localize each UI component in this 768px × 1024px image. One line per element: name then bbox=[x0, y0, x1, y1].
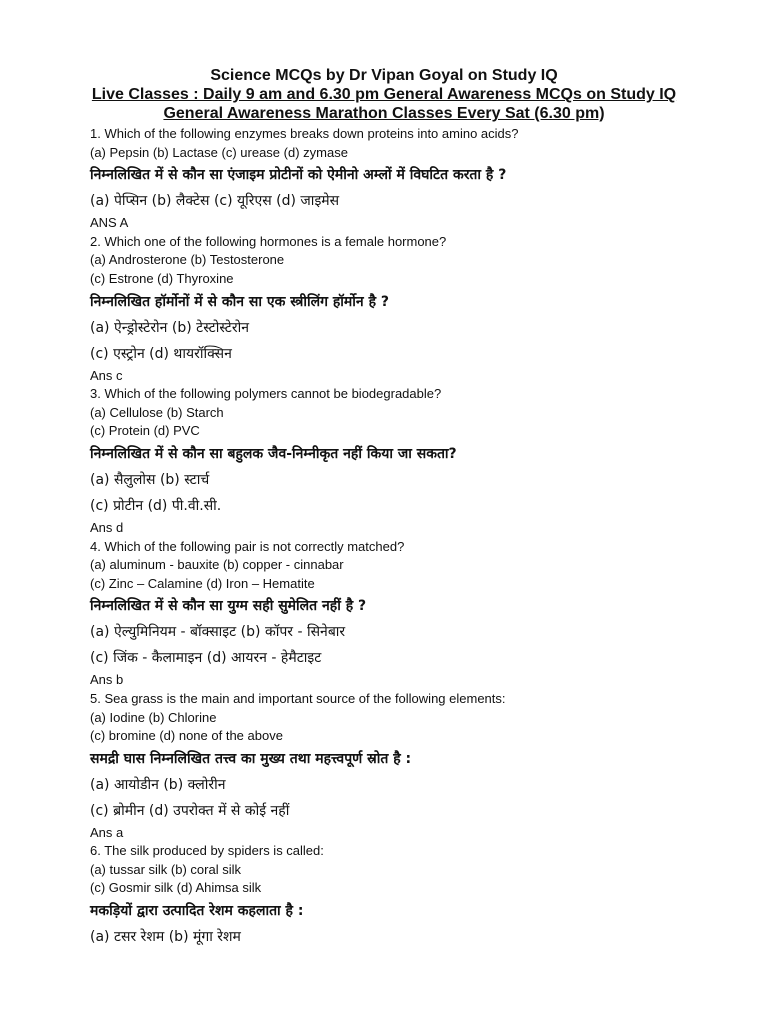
question-hi: निम्नलिखित में से कौन सा एंजाइम प्रोटीनों को ऐमीनो अम्लों में विघटित करता है ? bbox=[90, 167, 507, 184]
options-en: (a) Pepsin (b) Lactase (c) urease (d) zymase bbox=[90, 144, 348, 160]
header-title: Science MCQs by Dr Vipan Goyal on Study IQ bbox=[210, 67, 558, 84]
options-hi: (a) सैलुलोस (b) स्टार्च bbox=[90, 471, 210, 488]
question-hi: निम्नलिखित में से कौन सा बहुलक जैव-निम्नीकृत नहीं किया जा सकता? bbox=[90, 445, 457, 462]
options-hi: (a) ऐल्युमिनियम - बॉक्साइट (b) कॉपर - सिनेबार bbox=[90, 624, 346, 641]
options-en: (a) Iodine (b) Chlorine bbox=[90, 709, 217, 725]
options-en: (c) Gosmir silk (d) Ahimsa silk bbox=[90, 880, 262, 896]
question-en: 2. Which one of the following hormones is a female hormone? bbox=[90, 233, 447, 249]
options-en: (c) bromine (d) none of the above bbox=[90, 728, 283, 744]
question-block bbox=[90, 125, 728, 233]
options-en: (c) Estrone (d) Thyroxine bbox=[90, 270, 234, 286]
answer: ANS A bbox=[90, 215, 129, 231]
question-en: 6. The silk produced by spiders is called: bbox=[90, 843, 324, 859]
options-hi: (a) ऐन्ड्रोस्टेरोन (b) टेस्टोस्टेरोन bbox=[90, 319, 249, 336]
options-en: (a) aluminum - bauxite (b) copper - cinnabar bbox=[90, 557, 344, 573]
header-marathon-classes: General Awareness Marathon Classes Every Sat (6.30 pm) bbox=[163, 105, 605, 122]
options-hi: (c) प्रोटीन (d) पी.वी.सी. bbox=[90, 497, 222, 514]
answer: Ans d bbox=[90, 519, 124, 535]
question-en: 5. Sea grass is the main and important source of the following elements: bbox=[90, 690, 506, 706]
question-block bbox=[90, 538, 728, 690]
document-header bbox=[0, 66, 768, 123]
question-en: 4. Which of the following pair is not correctly matched? bbox=[90, 538, 405, 554]
options-hi: (c) जिंक - कैलामाइन (d) आयरन - हेमैटाइट bbox=[90, 650, 322, 667]
options-en: (c) Zinc – Calamine (d) Iron – Hematite bbox=[90, 575, 315, 591]
answer: Ans a bbox=[90, 824, 124, 840]
header-live-classes: Live Classes : Daily 9 am and 6.30 pm General Awareness MCQs on Study IQ bbox=[91, 86, 677, 103]
question-hi: निम्नलिखित में से कौन सा युग्म सही सुमेलित नहीं है ? bbox=[90, 598, 367, 615]
question-hi: समद्री घास निम्नलिखित तत्त्व का मुख्य तथा महत्त्वपूर्ण स्रोत है : bbox=[90, 750, 412, 767]
options-en: (a) Androsterone (b) Testosterone bbox=[90, 252, 285, 268]
question-en: 3. Which of the following polymers cannot be biodegradable? bbox=[90, 386, 442, 402]
questions-list bbox=[0, 125, 768, 950]
question-block bbox=[90, 690, 728, 842]
question-hi: निम्नलिखित हॉर्मोनों में से कौन सा एक स्त्रीलिंग हॉर्मोन है ? bbox=[90, 293, 390, 310]
options-en: (c) Protein (d) PVC bbox=[90, 423, 200, 439]
question-hi: मकड़ियों द्वारा उत्पादित रेशम कहलाता है : bbox=[90, 903, 304, 920]
options-hi: (c) एस्ट्रोन (d) थायरॉक्सिन bbox=[90, 345, 232, 362]
options-en: (a) Cellulose (b) Starch bbox=[90, 404, 224, 420]
question-en: 1. Which of the following enzymes breaks down proteins into amino acids? bbox=[90, 126, 519, 141]
question-block bbox=[90, 385, 728, 537]
answer: Ans c bbox=[90, 367, 123, 383]
options-en: (a) tussar silk (b) coral silk bbox=[90, 861, 241, 877]
answer: Ans b bbox=[90, 672, 124, 688]
question-block bbox=[90, 233, 728, 385]
options-hi: (a) पेप्सिन (b) लैक्टेस (c) यूरिएस (d) जाइमेस bbox=[90, 193, 340, 210]
options-hi: (a) आयोडीन (b) क्लोरीन bbox=[90, 776, 226, 793]
question-block bbox=[90, 842, 728, 950]
options-hi: (a) टसर रेशम (b) मूंगा रेशम bbox=[90, 929, 241, 946]
options-hi: (c) ब्रोमीन (d) उपरोक्त में से कोई नहीं bbox=[90, 802, 290, 819]
